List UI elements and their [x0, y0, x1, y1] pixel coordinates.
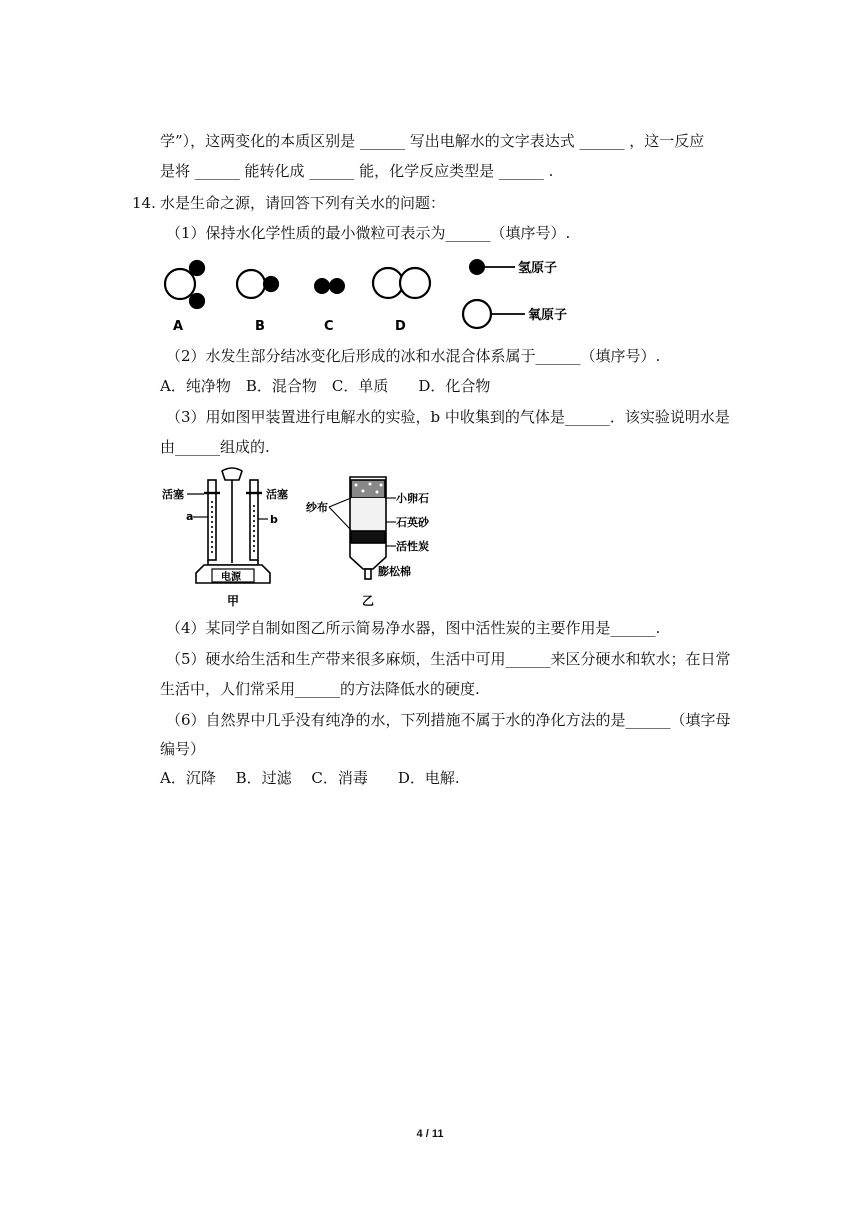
part-5-line-1: （5）硬水给生活和生产带来很多麻烦，生活中可用______来区分硬水和软水；在日常	[166, 650, 731, 668]
activated-carbon-label: 活性炭	[396, 540, 429, 553]
cloth-label: 纱布	[306, 501, 328, 514]
text-line-2: 是将 ______ 能转化成 ______ 能，化学反应类型是 ______ .	[160, 162, 554, 180]
molecule-d	[373, 268, 430, 298]
cloth-pointer-1	[329, 498, 351, 507]
cotton-label: 膨松棉	[378, 565, 411, 578]
caption-jia: 甲	[227, 594, 240, 608]
part-4: （4）某同学自制如图乙所示简易净水器，图中活性炭的主要作用是______.	[166, 619, 661, 637]
legend-oxygen: 氧原子	[528, 308, 568, 323]
tube-a-label: a	[186, 510, 194, 523]
legend-hydrogen: 氢原子	[518, 261, 558, 276]
part-6-options: A．沉降 B．过滤 C．消毒 D．电解.	[160, 769, 460, 787]
part-2-options: A．纯净物 B．混合物 C．单质 D．化合物	[160, 377, 491, 395]
pebbles-label: 小卵石	[396, 492, 429, 505]
part-3-line-1: （3）用如图甲装置进行电解水的实验，b 中收集到的气体是______．该实验说明水是	[166, 408, 730, 426]
power-label: 电源	[221, 572, 241, 583]
molecule-figure	[155, 250, 595, 340]
question-stem: 水是生命之源，请回答下列有关水的问题：	[160, 194, 446, 212]
part-1: （1）保持水化学性质的最小微粒可表示为______（填序号）.	[166, 224, 571, 242]
water-purifier	[350, 477, 386, 579]
oxygen-atom-symbol	[463, 300, 491, 328]
question-number: 14.	[132, 194, 156, 212]
apparatus-figure	[160, 465, 450, 610]
part-2: （2）水发生部分结冰变化后形成的冰和水混合体系属于______（填序号）.	[166, 347, 661, 365]
part-3-line-2: 由______组成的.	[160, 438, 270, 456]
label-c: C	[324, 319, 334, 334]
quartz-sand-label: 石英砂	[396, 516, 429, 529]
part-6-line-2: 编号）	[160, 740, 206, 758]
tube-b-label: b	[270, 513, 278, 526]
cloth-pointer-2	[329, 507, 351, 530]
label-a: A	[173, 319, 184, 334]
stopcock-left-label: 活塞	[162, 488, 184, 501]
part-5-line-2: 生活中，人们常采用______的方法降低水的硬度.	[160, 680, 480, 698]
part-6-line-1: （6）自然界中几乎没有纯净的水，下列措施不属于水的净化方法的是______（填字母	[166, 711, 731, 729]
text-line-1: 学”），这两变化的本质区别是 ______ 写出电解水的文字表达式 ______ ，这一反应	[160, 132, 705, 150]
caption-yi: 乙	[362, 594, 375, 608]
page-number: 4 / 11	[416, 1128, 444, 1140]
electrolysis-apparatus	[196, 468, 270, 583]
label-d: D	[395, 319, 406, 334]
molecule-a	[165, 261, 204, 308]
molecule-b	[237, 270, 278, 298]
molecule-c	[314, 278, 345, 294]
stopcock-right-label: 活塞	[266, 488, 288, 501]
hydrogen-atom-symbol	[469, 259, 485, 275]
label-b: B	[255, 319, 265, 334]
